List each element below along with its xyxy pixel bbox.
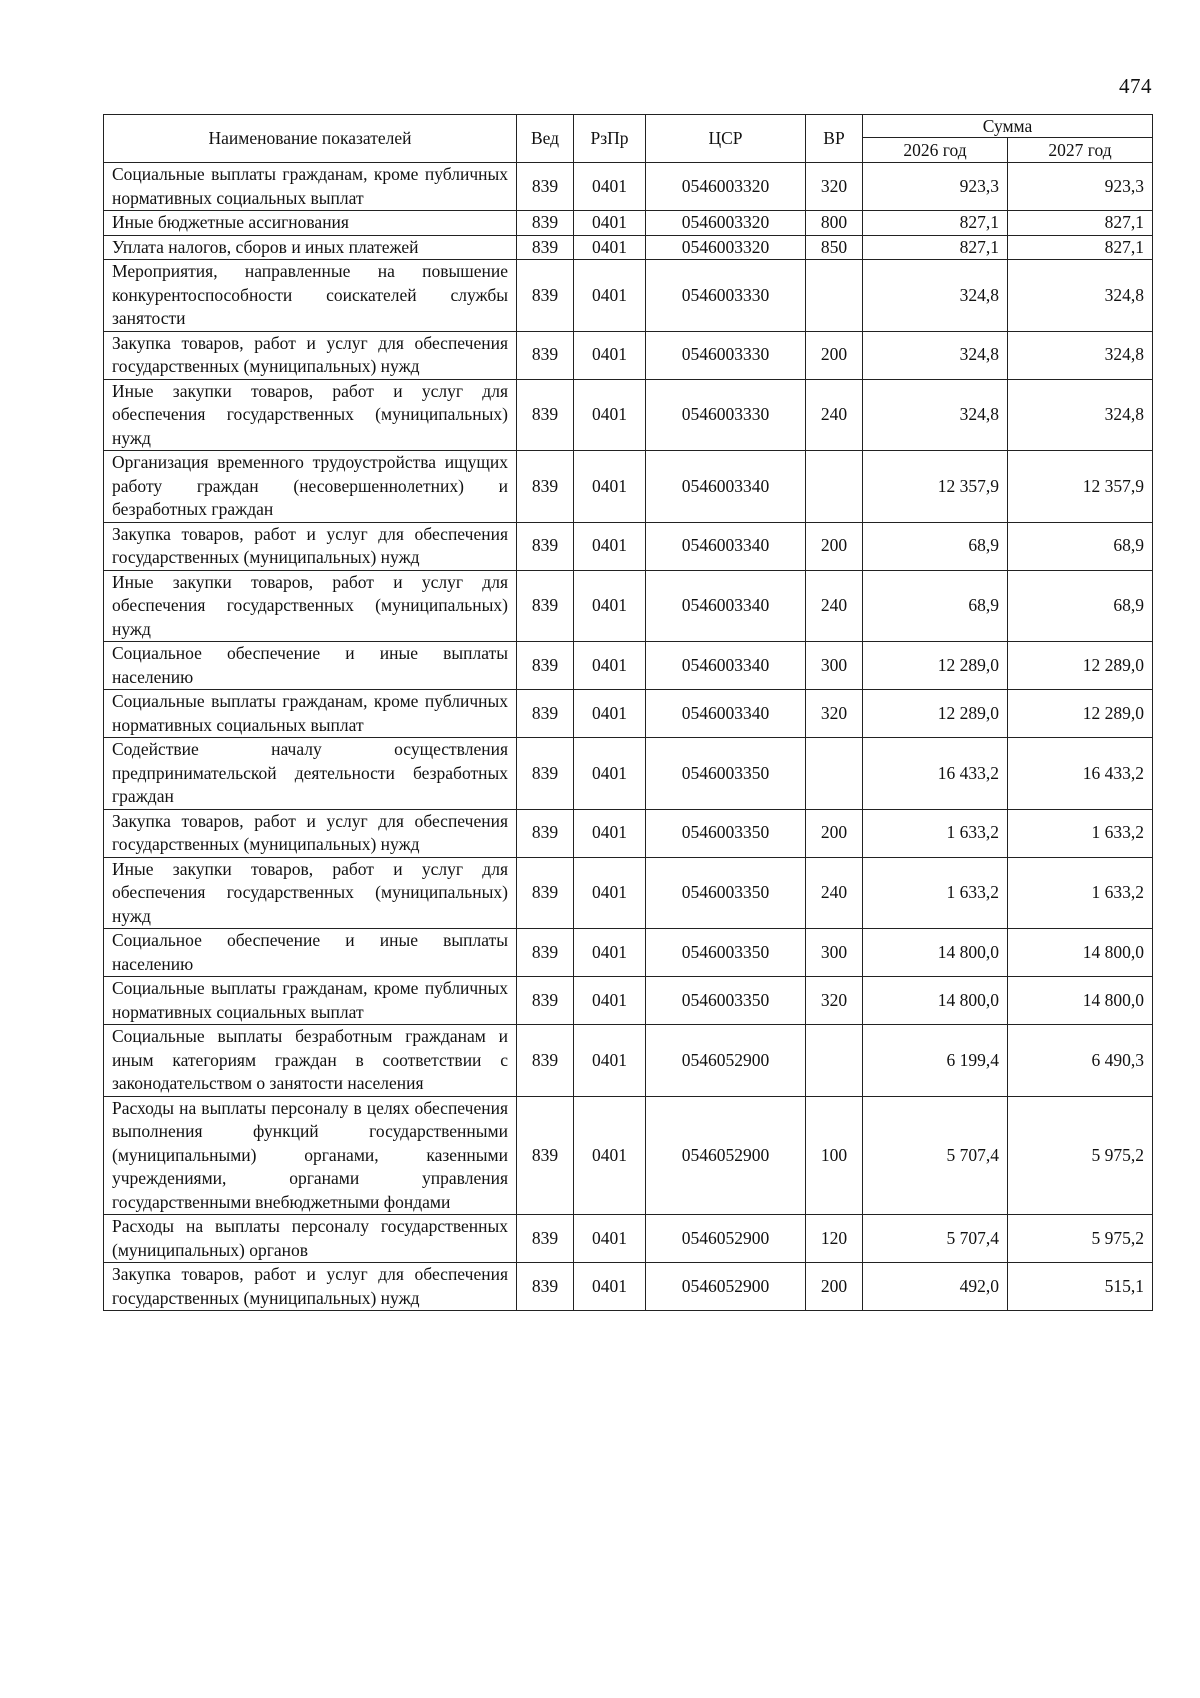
cell-sum-2026: 324,8 <box>863 379 1008 451</box>
table-row <box>104 1096 1153 1215</box>
cell-vr: 120 <box>806 1215 863 1263</box>
table-row <box>104 738 1153 810</box>
cell-rzpr: 0401 <box>574 331 646 379</box>
cell-vr: 320 <box>806 690 863 738</box>
cell-rzpr: 0401 <box>574 809 646 857</box>
cell-ved: 839 <box>517 451 574 523</box>
cell-sum-2026: 324,8 <box>863 331 1008 379</box>
header-sum: Сумма <box>863 115 1153 138</box>
cell-sum-2026: 14 800,0 <box>863 929 1008 977</box>
cell-sum-2026: 492,0 <box>863 1263 1008 1311</box>
cell-sum-2027: 68,9 <box>1008 570 1153 642</box>
cell-vr: 240 <box>806 570 863 642</box>
cell-rzpr: 0401 <box>574 738 646 810</box>
cell-name: Закупка товаров, работ и услуг для обеспечения государственных (муниципальных) нужд <box>104 522 517 570</box>
cell-csr: 0546003350 <box>646 857 806 929</box>
cell-sum-2027: 12 357,9 <box>1008 451 1153 523</box>
cell-ved: 839 <box>517 1263 574 1311</box>
cell-name: Социальные выплаты гражданам, кроме публичных нормативных социальных выплат <box>104 690 517 738</box>
header-row <box>104 115 1153 138</box>
cell-vr: 240 <box>806 379 863 451</box>
cell-rzpr: 0401 <box>574 1215 646 1263</box>
cell-rzpr: 0401 <box>574 1263 646 1311</box>
cell-csr: 0546003320 <box>646 235 806 260</box>
header-ved: Вед <box>517 115 574 163</box>
cell-csr: 0546003340 <box>646 642 806 690</box>
cell-vr: 320 <box>806 977 863 1025</box>
cell-sum-2026: 324,8 <box>863 260 1008 332</box>
cell-csr: 0546003340 <box>646 690 806 738</box>
cell-sum-2026: 12 289,0 <box>863 642 1008 690</box>
cell-csr: 0546003340 <box>646 451 806 523</box>
cell-rzpr: 0401 <box>574 642 646 690</box>
table-row <box>104 929 1153 977</box>
cell-rzpr: 0401 <box>574 211 646 236</box>
header-csr: ЦСР <box>646 115 806 163</box>
header-year-2026: 2026 год <box>863 138 1008 163</box>
cell-sum-2026: 68,9 <box>863 570 1008 642</box>
cell-csr: 0546052900 <box>646 1025 806 1097</box>
cell-rzpr: 0401 <box>574 235 646 260</box>
table-row <box>104 1025 1153 1097</box>
cell-rzpr: 0401 <box>574 522 646 570</box>
cell-sum-2027: 14 800,0 <box>1008 929 1153 977</box>
header-rzpr: РзПр <box>574 115 646 163</box>
cell-sum-2026: 68,9 <box>863 522 1008 570</box>
cell-name: Организация временного трудоустройства ищущих работу граждан (несовершеннолетних) и безработных граждан <box>104 451 517 523</box>
cell-name: Закупка товаров, работ и услуг для обеспечения государственных (муниципальных) нужд <box>104 1263 517 1311</box>
cell-ved: 839 <box>517 690 574 738</box>
cell-csr: 0546003330 <box>646 379 806 451</box>
cell-csr: 0546003330 <box>646 260 806 332</box>
cell-sum-2027: 14 800,0 <box>1008 977 1153 1025</box>
cell-sum-2027: 827,1 <box>1008 235 1153 260</box>
cell-ved: 839 <box>517 1215 574 1263</box>
table-body <box>104 163 1153 1311</box>
cell-csr: 0546003340 <box>646 522 806 570</box>
cell-vr: 800 <box>806 211 863 236</box>
cell-rzpr: 0401 <box>574 929 646 977</box>
cell-rzpr: 0401 <box>574 570 646 642</box>
cell-ved: 839 <box>517 642 574 690</box>
table-header <box>104 115 1153 163</box>
header-year-2027: 2027 год <box>1008 138 1153 163</box>
cell-csr: 0546052900 <box>646 1215 806 1263</box>
cell-name: Мероприятия, направленные на повышение конкурентоспособности соискателей службы занятости <box>104 260 517 332</box>
cell-ved: 839 <box>517 977 574 1025</box>
cell-name: Иные бюджетные ассигнования <box>104 211 517 236</box>
cell-sum-2027: 827,1 <box>1008 211 1153 236</box>
cell-sum-2026: 923,3 <box>863 163 1008 211</box>
cell-ved: 839 <box>517 211 574 236</box>
cell-ved: 839 <box>517 260 574 332</box>
cell-sum-2027: 68,9 <box>1008 522 1153 570</box>
cell-ved: 839 <box>517 331 574 379</box>
cell-name: Социальное обеспечение и иные выплаты населению <box>104 642 517 690</box>
cell-rzpr: 0401 <box>574 690 646 738</box>
cell-rzpr: 0401 <box>574 1096 646 1215</box>
cell-rzpr: 0401 <box>574 451 646 523</box>
cell-csr: 0546003320 <box>646 163 806 211</box>
cell-name: Иные закупки товаров, работ и услуг для обеспечения государственных (муниципальных) нужд <box>104 857 517 929</box>
table-row <box>104 857 1153 929</box>
cell-ved: 839 <box>517 163 574 211</box>
cell-sum-2027: 324,8 <box>1008 331 1153 379</box>
cell-ved: 839 <box>517 1096 574 1215</box>
page-number: 474 <box>1119 74 1152 98</box>
cell-sum-2027: 5 975,2 <box>1008 1215 1153 1263</box>
cell-rzpr: 0401 <box>574 379 646 451</box>
cell-csr: 0546052900 <box>646 1096 806 1215</box>
cell-ved: 839 <box>517 1025 574 1097</box>
table-row <box>104 235 1153 260</box>
table-row <box>104 379 1153 451</box>
cell-csr: 0546003320 <box>646 211 806 236</box>
cell-name: Социальные выплаты безработным гражданам и иным категориям граждан в соответствии с законодательством о занятости населения <box>104 1025 517 1097</box>
table-row <box>104 331 1153 379</box>
cell-vr: 320 <box>806 163 863 211</box>
cell-vr <box>806 451 863 523</box>
cell-vr <box>806 738 863 810</box>
cell-csr: 0546003350 <box>646 977 806 1025</box>
cell-name: Уплата налогов, сборов и иных платежей <box>104 235 517 260</box>
table-row <box>104 260 1153 332</box>
cell-csr: 0546003350 <box>646 738 806 810</box>
cell-name: Социальное обеспечение и иные выплаты населению <box>104 929 517 977</box>
cell-name: Закупка товаров, работ и услуг для обеспечения государственных (муниципальных) нужд <box>104 809 517 857</box>
cell-vr <box>806 260 863 332</box>
cell-sum-2027: 515,1 <box>1008 1263 1153 1311</box>
cell-vr: 300 <box>806 642 863 690</box>
cell-name: Социальные выплаты гражданам, кроме публичных нормативных социальных выплат <box>104 163 517 211</box>
cell-ved: 839 <box>517 929 574 977</box>
cell-sum-2026: 1 633,2 <box>863 809 1008 857</box>
cell-sum-2026: 827,1 <box>863 211 1008 236</box>
table-row <box>104 1215 1153 1263</box>
cell-csr: 0546052900 <box>646 1263 806 1311</box>
cell-rzpr: 0401 <box>574 977 646 1025</box>
table-row <box>104 642 1153 690</box>
table-row <box>104 690 1153 738</box>
cell-ved: 839 <box>517 809 574 857</box>
cell-rzpr: 0401 <box>574 1025 646 1097</box>
cell-name: Расходы на выплаты персоналу в целях обеспечения выполнения функций государственными (муниципальными) органами, казенными учреждениями, органами управления государственными внебюджетными фондами <box>104 1096 517 1215</box>
cell-ved: 839 <box>517 570 574 642</box>
cell-vr: 240 <box>806 857 863 929</box>
cell-vr: 200 <box>806 809 863 857</box>
cell-sum-2027: 324,8 <box>1008 379 1153 451</box>
cell-rzpr: 0401 <box>574 857 646 929</box>
cell-sum-2027: 6 490,3 <box>1008 1025 1153 1097</box>
cell-csr: 0546003340 <box>646 570 806 642</box>
cell-rzpr: 0401 <box>574 260 646 332</box>
cell-name: Расходы на выплаты персоналу государственных (муниципальных) органов <box>104 1215 517 1263</box>
cell-ved: 839 <box>517 738 574 810</box>
cell-sum-2026: 12 357,9 <box>863 451 1008 523</box>
cell-vr: 850 <box>806 235 863 260</box>
cell-sum-2026: 6 199,4 <box>863 1025 1008 1097</box>
cell-sum-2027: 12 289,0 <box>1008 642 1153 690</box>
cell-name: Социальные выплаты гражданам, кроме публичных нормативных социальных выплат <box>104 977 517 1025</box>
cell-sum-2027: 1 633,2 <box>1008 809 1153 857</box>
cell-sum-2027: 1 633,2 <box>1008 857 1153 929</box>
cell-name: Содействие началу осуществления предпринимательской деятельности безработных граждан <box>104 738 517 810</box>
budget-table <box>103 114 1153 1311</box>
cell-sum-2026: 14 800,0 <box>863 977 1008 1025</box>
table-row <box>104 1263 1153 1311</box>
header-name: Наименование показателей <box>104 115 517 163</box>
cell-name: Иные закупки товаров, работ и услуг для обеспечения государственных (муниципальных) нужд <box>104 570 517 642</box>
cell-csr: 0546003350 <box>646 809 806 857</box>
cell-name: Закупка товаров, работ и услуг для обеспечения государственных (муниципальных) нужд <box>104 331 517 379</box>
table-row <box>104 211 1153 236</box>
cell-sum-2026: 5 707,4 <box>863 1215 1008 1263</box>
cell-ved: 839 <box>517 857 574 929</box>
cell-vr: 300 <box>806 929 863 977</box>
cell-ved: 839 <box>517 522 574 570</box>
table-row <box>104 809 1153 857</box>
table-row <box>104 977 1153 1025</box>
cell-sum-2026: 827,1 <box>863 235 1008 260</box>
cell-sum-2027: 5 975,2 <box>1008 1096 1153 1215</box>
cell-sum-2027: 16 433,2 <box>1008 738 1153 810</box>
cell-sum-2027: 12 289,0 <box>1008 690 1153 738</box>
table-row <box>104 522 1153 570</box>
header-vr: ВР <box>806 115 863 163</box>
cell-vr: 200 <box>806 522 863 570</box>
cell-csr: 0546003350 <box>646 929 806 977</box>
cell-sum-2027: 923,3 <box>1008 163 1153 211</box>
table-row <box>104 163 1153 211</box>
cell-sum-2026: 5 707,4 <box>863 1096 1008 1215</box>
table-row <box>104 570 1153 642</box>
cell-vr <box>806 1025 863 1097</box>
cell-sum-2026: 16 433,2 <box>863 738 1008 810</box>
table-row <box>104 451 1153 523</box>
cell-sum-2026: 1 633,2 <box>863 857 1008 929</box>
cell-rzpr: 0401 <box>574 163 646 211</box>
cell-ved: 839 <box>517 379 574 451</box>
cell-name: Иные закупки товаров, работ и услуг для обеспечения государственных (муниципальных) нужд <box>104 379 517 451</box>
cell-sum-2027: 324,8 <box>1008 260 1153 332</box>
cell-vr: 200 <box>806 331 863 379</box>
cell-csr: 0546003330 <box>646 331 806 379</box>
cell-sum-2026: 12 289,0 <box>863 690 1008 738</box>
cell-ved: 839 <box>517 235 574 260</box>
cell-vr: 200 <box>806 1263 863 1311</box>
cell-vr: 100 <box>806 1096 863 1215</box>
